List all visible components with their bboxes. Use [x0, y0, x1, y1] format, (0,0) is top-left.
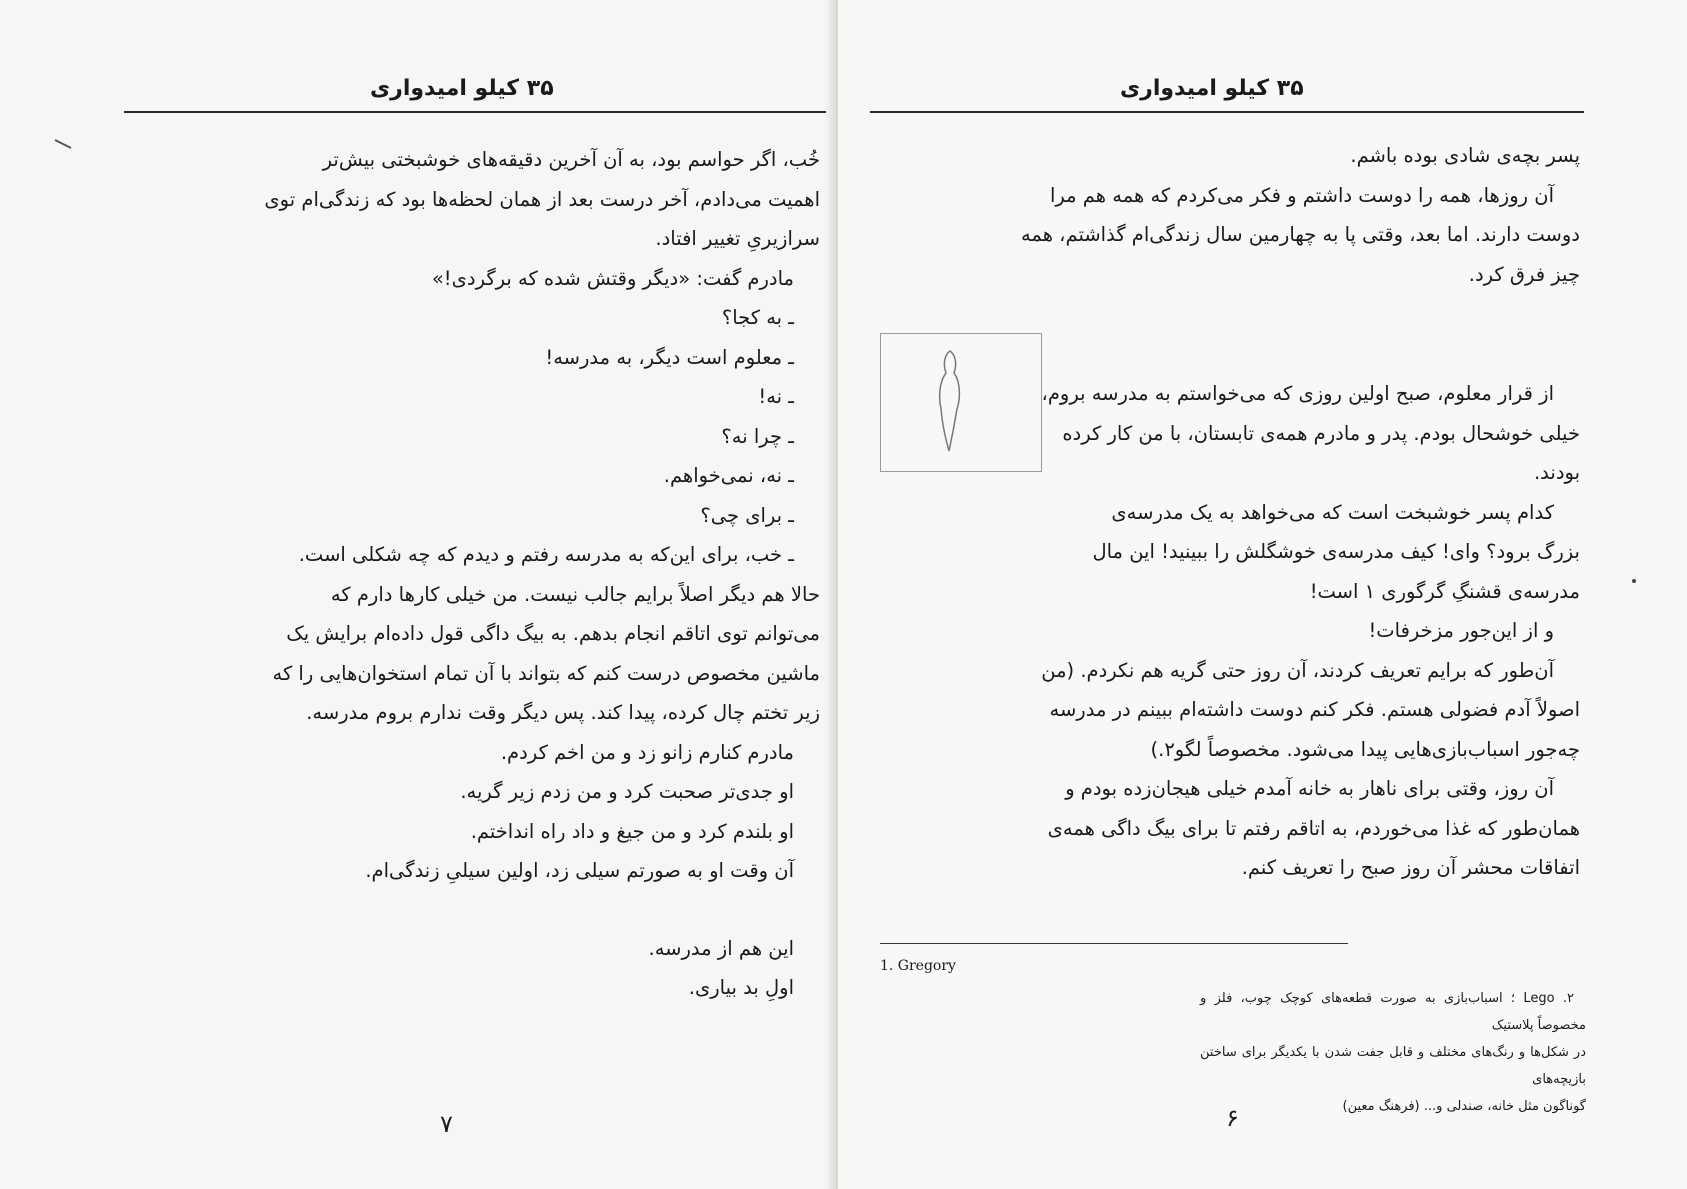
text-line: پسر بچه‌ی شادی بوده باشم.: [1350, 144, 1580, 167]
page-number: ۷: [440, 1110, 453, 1138]
pencil-mark: [54, 134, 72, 144]
body-text: [108, 140, 820, 1008]
paragraph-gap: [108, 891, 820, 929]
text-line: اتفاقات محشر آن روز صبح را تعریف کنم.: [1241, 856, 1580, 879]
text-line: خُب، اگر حواسم بود، به آن آخرین دقیقه‌های خوشبختی بیش‌تر: [322, 148, 820, 171]
footnote-2: [1200, 985, 1586, 1120]
text-line: آن روزها، همه را دوست داشتم و فکر می‌کردم که همه هم مرا: [1049, 183, 1554, 207]
text-line: اصولاً آدم فضولی هستم. فکر کنم دوست داشته‌ام ببینم در مدرسه: [1049, 698, 1580, 721]
text-line: چه‌جور اسباب‌بازی‌هایی پیدا می‌شود. مخصوصاً لگو۲.): [1150, 737, 1580, 761]
text-line: بزرگ برود؟ وای! کیف مدرسه‌ی خوشگلش را ببینید! این مال: [1092, 540, 1580, 563]
text-line: خیلی خوشحال بودم. پدر و مادرم همه‌ی تابستان، با من کار کرده: [1062, 421, 1580, 445]
header-rule: [870, 111, 1584, 113]
text-line: زیر تختم چال کرده، پیدا کند. پس دیگر وقت ندارم بروم مدرسه.: [306, 701, 820, 724]
paragraph-gap: [872, 294, 1580, 374]
running-header: ۳۵ کیلو امیدواری: [1120, 76, 1304, 101]
text-line: مدرسه‌ی قشنگِ گرگوری ۱ است!: [1309, 579, 1580, 603]
text-line: ـ نه!: [758, 385, 794, 408]
text-line: آن روز، وقتی برای ناهار به خانه آمدم خیلی هیجان‌زده بودم و: [1065, 777, 1554, 800]
text-line: او جدی‌تر صحبت کرد و من زدم زیر گریه.: [460, 780, 794, 803]
text-line: مادرم گفت: «دیگر وقتش شده که برگردی!»: [431, 266, 794, 290]
text-line: ـ نه، نمی‌خواهم.: [663, 464, 794, 487]
page-number: ۶: [1226, 1104, 1239, 1132]
header-rule: [124, 111, 826, 113]
footnote-rule: [880, 943, 1348, 944]
footnote-1: 1. Gregory: [880, 958, 956, 974]
text-line: او بلندم کرد و من جیغ و داد راه انداختم.: [470, 819, 794, 843]
text-line: بودند.: [1533, 461, 1580, 484]
text-line: اهمیت می‌دادم، آخر درست بعد از همان لحظه‌ها بود که زندگی‌ام توی: [264, 187, 820, 211]
text-line: این هم از مدرسه.: [648, 936, 794, 960]
text-line: ـ معلوم است دیگر، به مدرسه!: [545, 345, 794, 369]
text-line: مادرم کنارم زانو زد و من اخم کردم.: [500, 740, 794, 764]
footnote-line: گوناگون مثل خانه، صندلی و... (فرهنگ معین): [1342, 1099, 1586, 1114]
text-line: کدام پسر خوشبخت است که می‌خواهد به یک مدرسه‌ی: [1111, 500, 1554, 524]
text-line: همان‌طور که غذا می‌خوردم، به اتاقم رفتم تا برای بیگ داگی همه‌ی: [1047, 816, 1580, 840]
text-line: حالا هم دیگر اصلاً برایم جالب نیست. من خیلی کارها دارم که: [330, 582, 820, 606]
text-line: می‌توانم توی اتاقم انجام بدهم. به بیگ داگی قول داده‌ام برایش یک: [286, 622, 820, 645]
text-line: آن‌طور که برایم تعریف کردند، آن روز حتی گریه هم نکردم. (من: [1041, 658, 1554, 682]
left-page: [0, 0, 838, 1189]
text-line: چیز فرق کرد.: [1468, 262, 1580, 286]
body-text: [872, 136, 1580, 888]
text-line: اولِ بد بیاری.: [688, 976, 794, 999]
text-line: از قرار معلوم، صبح اولین روزی که می‌خواستم به مدرسه بروم،: [1041, 382, 1554, 405]
text-line: و از این‌جور مزخرفات!: [1368, 619, 1554, 642]
text-line: ـ برای چی؟: [700, 503, 794, 527]
footnote-line: ۲. Lego ؛ اسباب‌بازی به صورت قطعه‌های کوچک چوب، فلز و مخصوصاً پلاستیک: [1200, 991, 1586, 1033]
text-line: سرازیریِ تغییر افتاد.: [655, 227, 820, 250]
text-line: ماشین مخصوص درست کنم که بتواند با آن تمام استخوان‌هایی را که: [272, 661, 820, 685]
text-line: ـ چرا نه؟: [721, 424, 794, 448]
text-line: دوست دارند. اما بعد، وقتی پا به چهارمین سال زندگی‌ام گذاشتم، همه: [1020, 223, 1580, 246]
running-header: ۳۵ کیلو امیدواری: [370, 76, 554, 101]
text-line: آن وقت او به صورتم سیلی زد، اولین سیلیِ زندگی‌ام.: [365, 859, 794, 882]
text-line: ـ خب، برای این‌که به مدرسه رفتم و دیدم که چه شکلی است.: [298, 543, 794, 566]
margin-speck: [1632, 579, 1636, 583]
footnote-line: در شکل‌ها و رنگ‌های مختلف و قابل جفت شدن با یکدیگر برای ساختن بازیچه‌های: [1200, 1045, 1586, 1087]
text-line: ـ به کجا؟: [721, 306, 794, 329]
